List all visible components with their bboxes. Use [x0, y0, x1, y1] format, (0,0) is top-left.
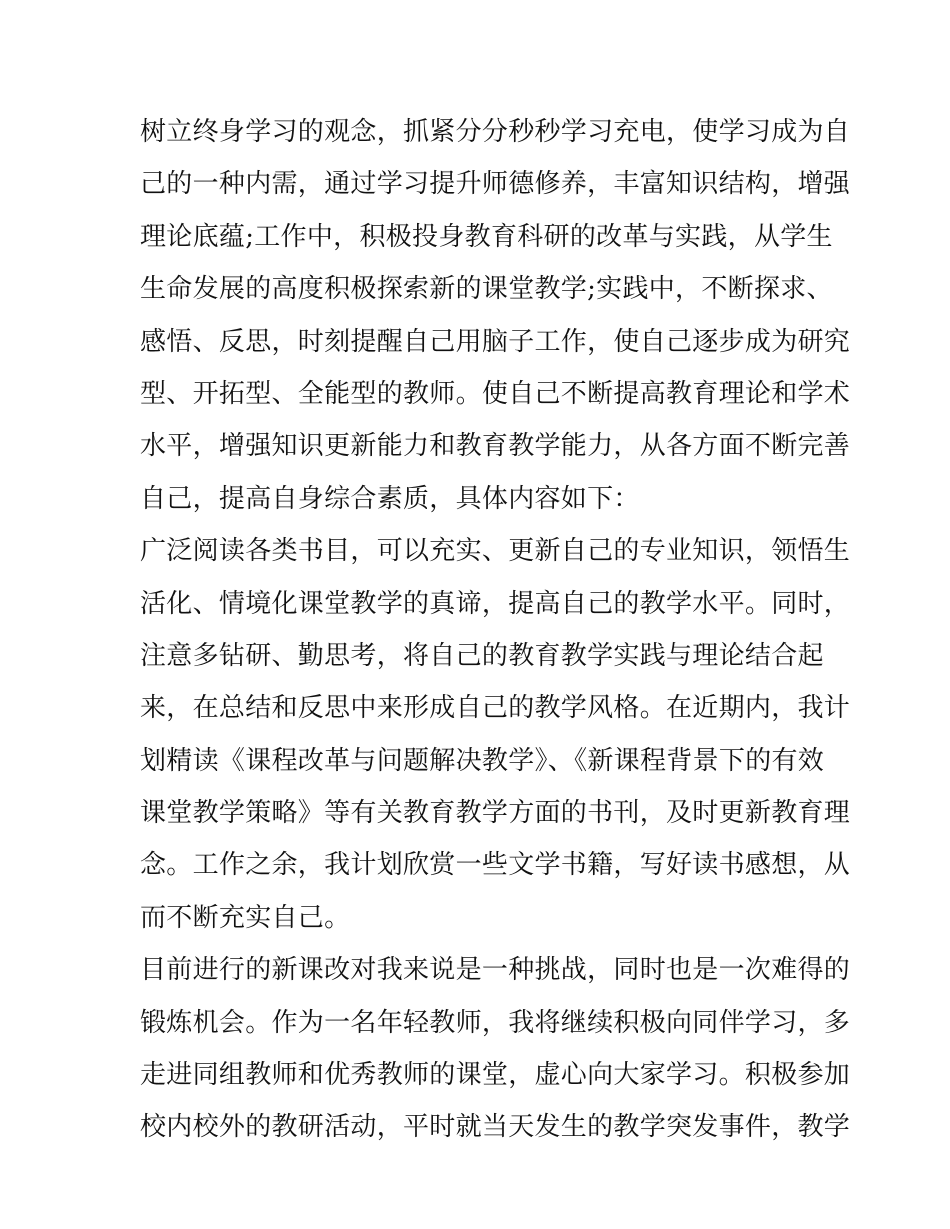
text-line: 锻炼机会。作为一名年轻教师，我将继续积极向同伴学习，多 [140, 1007, 851, 1038]
text-line: 划精读《课程改革与问题解决教学》、《新课程背景下的有效 [140, 745, 825, 776]
text-line: 己的一种内需，通过学习提升师德修养，丰富知识结构，增强 [140, 169, 851, 200]
text-line: 树立终身学习的观念，抓紧分分秒秒学习充电，使学习成为自 [140, 117, 851, 147]
text-line: 活化、情境化课堂教学的真谛，提高自己的教学水平。同时， [140, 588, 851, 619]
text-line: 目前进行的新课改对我来说是一种挑战，同时也是一次难得的 [140, 955, 851, 986]
text-line: 自己，提高自身综合素质，具体内容如下： [140, 483, 640, 514]
text-line: 型、开拓型、全能型的教师。使自己不断提高教育理论和学术 [140, 378, 851, 409]
text-line: 理论底蕴;工作中，积极投身教育科研的改革与实践，从学生 [140, 221, 833, 252]
text-line: 走进同组教师和优秀教师的课堂，虚心向大家学习。积极参加 [140, 1060, 851, 1091]
text-line: 生命发展的高度积极探索新的课堂教学;实践中，不断探求、 [140, 274, 833, 305]
body-text [140, 106, 851, 1154]
text-line: 校内校外的教研活动，平时就当天发生的教学突发事件，教学 [140, 1112, 851, 1143]
text-line: 课堂教学策略》等有关教育教学方面的书刊，及时更新教育理 [140, 798, 851, 829]
text-line: 注意多钻研、勤思考，将自己的教育教学实践与理论结合起 [140, 640, 824, 671]
text-line: 广泛阅读各类书目，可以充实、更新自己的专业知识，领悟生 [140, 536, 851, 567]
text-line: 而不断充实自己。 [140, 902, 351, 933]
text-line: 感悟、反思，时刻提醒自己用脑子工作，使自己逐步成为研究 [140, 326, 851, 357]
text-line: 水平，增强知识更新能力和教育教学能力，从各方面不断完善 [140, 431, 851, 462]
text-line: 来，在总结和反思中来形成自己的教学风格。在近期内，我计 [140, 693, 851, 724]
text-line: 念。工作之余，我计划欣赏一些文学书籍，写好读书感想，从 [140, 850, 851, 881]
